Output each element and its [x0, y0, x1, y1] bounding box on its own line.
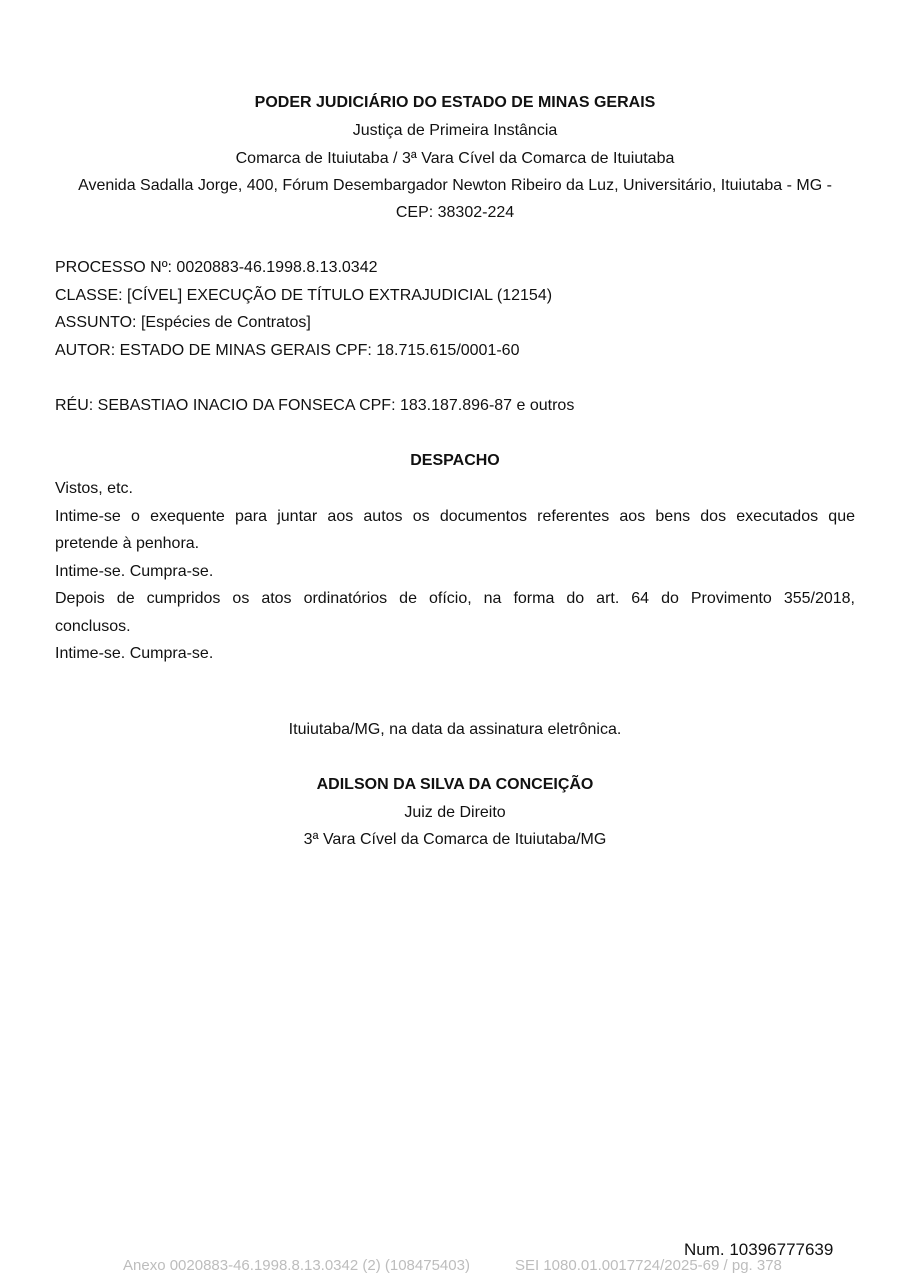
body-line-cumpra-2: Intime-se. Cumpra-se.: [55, 645, 214, 662]
address-line-2: CEP: 38302-224: [395, 204, 515, 221]
document-number: Num. 10396777639: [684, 1240, 834, 1259]
body-line-cumpra-1: Intime-se. Cumpra-se.: [55, 563, 214, 580]
body-line-depois-2: conclusos.: [55, 618, 131, 635]
body-line-vistos: Vistos, etc.: [55, 480, 133, 497]
autor-line: AUTOR: ESTADO DE MINAS GERAIS CPF: 18.715.615/0001-60: [55, 342, 520, 359]
place-date: Ituiutaba/MG, na data da assinatura eletrônica.: [288, 721, 622, 738]
body-line-depois-1: Depois de cumpridos os atos ordinatórios de ofício, na forma do art. 64 do Provimento 355/2018,: [55, 590, 855, 607]
instance-line: Justiça de Primeira Instância: [352, 122, 558, 139]
signer-court: 3ª Vara Cível da Comarca de Ituiutaba/MG: [303, 831, 607, 848]
despacho-heading: DESPACHO: [410, 452, 500, 469]
court-title: PODER JUDICIÁRIO DO ESTADO DE MINAS GERAIS: [254, 94, 656, 111]
signer-role: Juiz de Direito: [404, 804, 506, 821]
address-line-1: Avenida Sadalla Jorge, 400, Fórum Desembargador Newton Ribeiro da Luz, Universitário, Ituiutaba - MG -: [78, 177, 832, 194]
body-line-intime-1: Intime-se o exequente para juntar aos autos os documentos referentes aos bens dos executados que: [55, 508, 855, 525]
signer-name: ADILSON DA SILVA DA CONCEIÇÃO: [316, 776, 594, 793]
footer-sei: SEI 1080.01.0017724/2025-69 / pg. 378: [515, 1257, 782, 1274]
classe-line: CLASSE: [CÍVEL] EXECUÇÃO DE TÍTULO EXTRAJUDICIAL (12154): [55, 287, 553, 304]
district-line: Comarca de Ituiutaba / 3ª Vara Cível da Comarca de Ituiutaba: [235, 150, 675, 167]
assunto-line: ASSUNTO: [Espécies de Contratos]: [55, 314, 311, 331]
reu-line: RÉU: SEBASTIAO INACIO DA FONSECA CPF: 183.187.896-87 e outros: [55, 397, 575, 414]
body-line-intime-2: pretende à penhora.: [55, 535, 200, 552]
footer-annex: Anexo 0020883-46.1998.8.13.0342 (2) (108475403): [123, 1257, 470, 1274]
processo-line: PROCESSO Nº: 0020883-46.1998.8.13.0342: [55, 259, 378, 276]
